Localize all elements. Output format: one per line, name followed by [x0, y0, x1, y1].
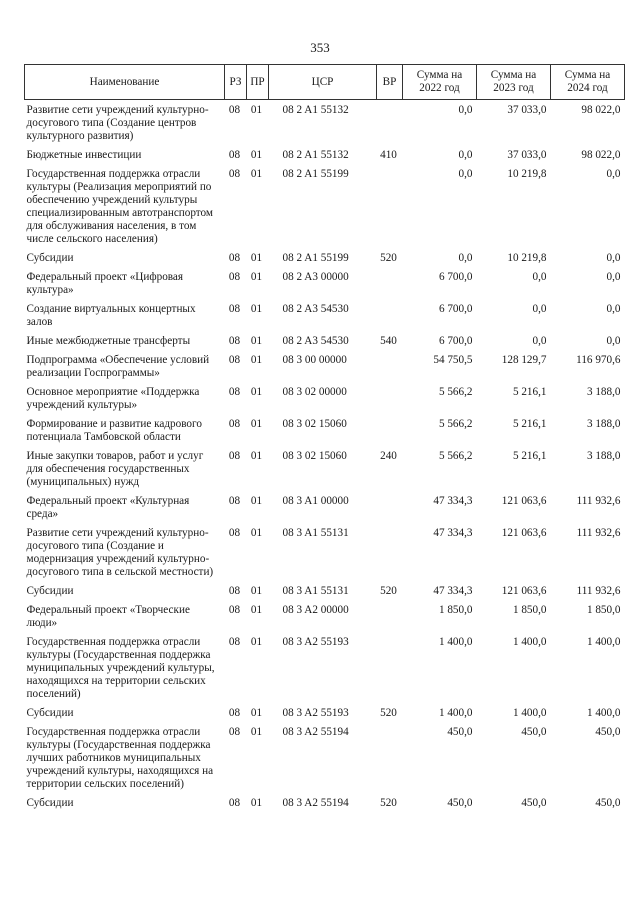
row-csr: 08 3 02 00000: [282, 386, 347, 398]
row-name: Подпрограмма «Обеспечение условий реализации Госпрограммы»: [26, 354, 210, 379]
row-sum-2024: 111 932,6: [576, 585, 621, 597]
row-name: Создание виртуальных концертных залов: [26, 303, 196, 328]
row-sum-2023: 10 219,8: [507, 252, 547, 264]
row-csr: 08 3 A2 55194: [282, 726, 349, 738]
row-vr: [377, 527, 403, 585]
row-vr: 540: [380, 335, 397, 347]
table-header-row: [25, 65, 625, 100]
row-vr: [377, 271, 403, 303]
row-vr: [377, 100, 403, 150]
row-pr: 01: [250, 149, 263, 161]
row-sum-2022: 5 566,2: [438, 418, 473, 430]
row-sum-2022: 6 700,0: [438, 303, 473, 315]
row-name: Субсидии: [26, 797, 74, 809]
row-sum-2024: 111 932,6: [576, 495, 621, 507]
row-rz: 08: [228, 604, 241, 616]
row-name: Федеральный проект «Культурная среда»: [26, 495, 190, 520]
row-sum-2022: 47 334,3: [433, 585, 473, 597]
row-sum-2024: 0,0: [606, 335, 621, 347]
row-rz: 08: [228, 707, 241, 719]
row-rz: 08: [228, 252, 241, 264]
row-vr: [377, 386, 403, 418]
row-pr: 01: [250, 527, 263, 539]
row-csr: 08 2 A1 55132: [282, 104, 349, 116]
row-sum-2024: 1 400,0: [586, 707, 621, 719]
row-name: Федеральный проект «Творческие люди»: [26, 604, 190, 629]
row-vr: [377, 168, 403, 252]
row-csr: 08 3 A2 00000: [282, 604, 349, 616]
row-name: Федеральный проект «Цифровая культура»: [26, 271, 184, 296]
row-vr: 520: [380, 585, 397, 597]
row-sum-2024: 1 850,0: [586, 604, 621, 616]
row-name: Основное мероприятие «Поддержка учреждений культуры»: [26, 386, 200, 411]
table-row: [25, 707, 625, 726]
row-sum-2024: 0,0: [606, 271, 621, 283]
row-name: Субсидии: [26, 252, 74, 264]
row-csr: 08 2 A3 54530: [282, 303, 349, 315]
table-row: [25, 354, 625, 386]
row-name: Бюджетные инвестиции: [26, 149, 142, 161]
row-rz: 08: [228, 354, 241, 366]
row-vr: 520: [380, 252, 397, 264]
header-vr: ВР: [377, 65, 403, 100]
row-sum-2023: 450,0: [521, 797, 547, 809]
table-row: [25, 303, 625, 335]
row-sum-2023: 121 063,6: [501, 585, 547, 597]
row-pr: 01: [250, 495, 263, 507]
row-sum-2023: 37 033,0: [507, 149, 547, 161]
row-sum-2024: 450,0: [595, 797, 621, 809]
row-pr: 01: [250, 252, 263, 264]
row-pr: 01: [250, 335, 263, 347]
row-pr: 01: [250, 168, 263, 180]
row-name: Развитие сети учреждений культурно-досугового типа (Создание центров культурного развития): [26, 104, 209, 142]
row-sum-2022: 0,0: [458, 168, 473, 180]
table-row: [25, 495, 625, 527]
table-row: [25, 418, 625, 450]
row-sum-2023: 128 129,7: [501, 354, 547, 366]
row-sum-2024: 3 188,0: [586, 450, 621, 462]
row-rz: 08: [228, 636, 241, 648]
row-sum-2022: 450,0: [447, 726, 473, 738]
row-rz: 08: [228, 303, 241, 315]
row-vr: [377, 495, 403, 527]
row-rz: 08: [228, 104, 241, 116]
row-rz: 08: [228, 149, 241, 161]
row-sum-2023: 5 216,1: [512, 450, 547, 462]
row-rz: 08: [228, 450, 241, 462]
row-vr: 240: [380, 450, 397, 462]
row-rz: 08: [228, 418, 241, 430]
row-csr: 08 2 A1 55132: [282, 149, 349, 161]
table-row: [25, 149, 625, 168]
row-vr: [377, 726, 403, 797]
table-row: [25, 604, 625, 636]
row-csr: 08 3 A2 55194: [282, 797, 349, 809]
table-row: [25, 100, 625, 150]
row-name: Государственная поддержка отрасли культуры (Государственная поддержка муниципальных учреждений культуры, находящихся на территории сельских поселений): [26, 636, 215, 700]
row-sum-2023: 0,0: [532, 271, 547, 283]
row-sum-2022: 54 750,5: [433, 354, 473, 366]
row-sum-2024: 98 022,0: [581, 149, 621, 161]
row-sum-2022: 450,0: [447, 797, 473, 809]
row-name: Иные закупки товаров, работ и услуг для обеспечения государственных (муниципальных) нужд: [26, 450, 204, 488]
row-pr: 01: [250, 303, 263, 315]
table-row: [25, 271, 625, 303]
row-rz: 08: [228, 335, 241, 347]
row-pr: 01: [250, 450, 263, 462]
row-sum-2024: 0,0: [606, 168, 621, 180]
row-pr: 01: [250, 354, 263, 366]
row-csr: 08 3 02 15060: [282, 450, 347, 462]
row-rz: 08: [228, 495, 241, 507]
header-sum-2024: Сумма на 2024 год: [551, 65, 625, 100]
row-name: Субсидии: [26, 585, 74, 597]
row-sum-2024: 450,0: [595, 726, 621, 738]
row-sum-2022: 6 700,0: [438, 271, 473, 283]
row-pr: 01: [250, 104, 263, 116]
row-vr: [377, 418, 403, 450]
row-rz: 08: [228, 585, 241, 597]
table-row: [25, 335, 625, 354]
table-row: [25, 252, 625, 271]
row-rz: 08: [228, 527, 241, 539]
header-sum-2023: Сумма на 2023 год: [477, 65, 551, 100]
row-sum-2022: 5 566,2: [438, 386, 473, 398]
row-sum-2024: 3 188,0: [586, 386, 621, 398]
row-pr: 01: [250, 585, 263, 597]
table-row: [25, 386, 625, 418]
row-pr: 01: [250, 386, 263, 398]
table-row: [25, 450, 625, 495]
row-rz: 08: [228, 726, 241, 738]
row-name: Развитие сети учреждений культурно-досугового типа (Создание и модернизация учреждений культурно-досугового типа в сельской местности): [26, 527, 214, 578]
row-sum-2023: 1 400,0: [512, 636, 547, 648]
row-csr: 08 2 A3 54530: [282, 335, 349, 347]
row-pr: 01: [250, 797, 263, 809]
row-csr: 08 2 A1 55199: [282, 252, 349, 264]
row-sum-2022: 47 334,3: [433, 527, 473, 539]
row-vr: 410: [380, 149, 397, 161]
row-vr: 520: [380, 707, 397, 719]
budget-table: [24, 64, 625, 816]
row-csr: 08 3 A1 55131: [282, 527, 349, 539]
row-pr: 01: [250, 271, 263, 283]
row-sum-2024: 98 022,0: [581, 104, 621, 116]
row-sum-2023: 0,0: [532, 303, 547, 315]
row-rz: 08: [228, 797, 241, 809]
row-pr: 01: [250, 636, 263, 648]
row-vr: [377, 604, 403, 636]
header-sum-2022: Сумма на 2022 год: [403, 65, 477, 100]
row-sum-2022: 6 700,0: [438, 335, 473, 347]
row-pr: 01: [250, 418, 263, 430]
table-row: [25, 168, 625, 252]
row-sum-2024: 0,0: [606, 303, 621, 315]
row-sum-2022: 0,0: [458, 252, 473, 264]
table-row: [25, 726, 625, 797]
row-sum-2023: 1 400,0: [512, 707, 547, 719]
header-csr: ЦСР: [269, 65, 377, 100]
row-name: Иные межбюджетные трансферты: [26, 335, 191, 347]
row-sum-2023: 450,0: [521, 726, 547, 738]
row-csr: 08 3 02 15060: [282, 418, 347, 430]
row-vr: [377, 636, 403, 707]
table-body: [25, 100, 625, 817]
table-row: [25, 636, 625, 707]
row-name: Формирование и развитие кадрового потенциала Тамбовской области: [26, 418, 202, 443]
row-sum-2022: 5 566,2: [438, 450, 473, 462]
row-csr: 08 3 A1 00000: [282, 495, 349, 507]
row-sum-2022: 0,0: [458, 104, 473, 116]
row-csr: 08 3 A2 55193: [282, 707, 349, 719]
row-sum-2024: 116 970,6: [576, 354, 621, 366]
row-sum-2022: 1 400,0: [438, 707, 473, 719]
row-name: Государственная поддержка отрасли культуры (Государственная поддержка лучших работников муниципальных учреждений культуры, находящихся на территории сельских поселений): [26, 726, 214, 790]
row-sum-2023: 121 063,6: [501, 495, 547, 507]
row-sum-2023: 121 063,6: [501, 527, 547, 539]
row-csr: 08 2 A3 00000: [282, 271, 349, 283]
row-sum-2023: 1 850,0: [512, 604, 547, 616]
row-sum-2022: 1 850,0: [438, 604, 473, 616]
row-vr: 520: [380, 797, 397, 809]
row-pr: 01: [250, 707, 263, 719]
row-name: Государственная поддержка отрасли культуры (Реализация мероприятий по обеспечению учреждений культуры специализированным автотранспортом для обслуживания населения, в том числе сельского населения): [26, 168, 214, 245]
row-name: Субсидии: [26, 707, 74, 719]
row-sum-2022: 0,0: [458, 149, 473, 161]
row-sum-2024: 1 400,0: [586, 636, 621, 648]
row-vr: [377, 354, 403, 386]
row-rz: 08: [228, 386, 241, 398]
row-pr: 01: [250, 726, 263, 738]
row-sum-2023: 10 219,8: [507, 168, 547, 180]
header-name: Наименование: [25, 65, 225, 100]
row-csr: 08 3 A2 55193: [282, 636, 349, 648]
table-row: [25, 527, 625, 585]
row-csr: 08 3 00 00000: [282, 354, 347, 366]
row-csr: 08 2 A1 55199: [282, 168, 349, 180]
row-sum-2024: 111 932,6: [576, 527, 621, 539]
header-pr: ПР: [247, 65, 269, 100]
table-row: [25, 585, 625, 604]
row-sum-2022: 1 400,0: [438, 636, 473, 648]
header-rz: РЗ: [225, 65, 247, 100]
table-row: [25, 797, 625, 816]
row-sum-2024: 3 188,0: [586, 418, 621, 430]
page-number: 353: [310, 40, 330, 55]
row-sum-2023: 5 216,1: [512, 418, 547, 430]
row-rz: 08: [228, 271, 241, 283]
row-pr: 01: [250, 604, 263, 616]
row-sum-2024: 0,0: [606, 252, 621, 264]
row-sum-2023: 5 216,1: [512, 386, 547, 398]
row-rz: 08: [228, 168, 241, 180]
row-csr: 08 3 A1 55131: [282, 585, 349, 597]
row-vr: [377, 303, 403, 335]
row-sum-2023: 0,0: [532, 335, 547, 347]
row-sum-2023: 37 033,0: [507, 104, 547, 116]
row-sum-2022: 47 334,3: [433, 495, 473, 507]
